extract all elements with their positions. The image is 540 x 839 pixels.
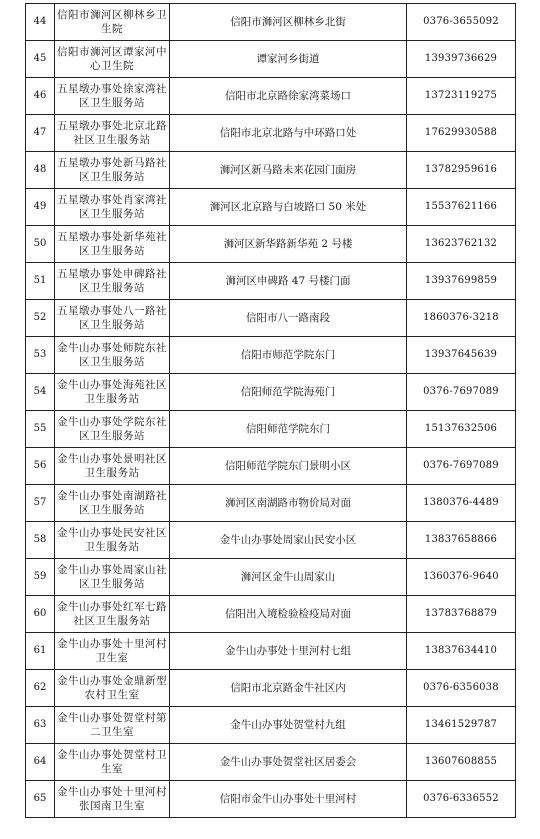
institution-name-cell: 金牛山办事处学院东社区卫生服务站 <box>55 411 170 448</box>
row-number-cell: 49 <box>26 189 55 226</box>
phone-cell: 13723119275 <box>407 78 516 115</box>
institution-table <box>25 3 516 818</box>
row-number-cell: 45 <box>26 41 55 78</box>
institution-name-cell: 五星墩办事处八一路社区卫生服务站 <box>55 300 170 337</box>
row-number-cell: 54 <box>26 374 55 411</box>
row-number-cell: 61 <box>26 633 55 670</box>
phone-cell: 13939736629 <box>407 41 516 78</box>
institution-name-cell: 金牛山办事处贺堂村第二卫生室 <box>55 707 170 744</box>
address-cell: 信阳市八一路南段 <box>170 300 407 337</box>
address-cell: 浉河区新华路新华苑 2 号楼 <box>170 226 407 263</box>
row-number-cell: 56 <box>26 448 55 485</box>
institution-name-cell: 五星墩办事处肖家湾社区卫生服务站 <box>55 189 170 226</box>
institution-name-cell: 五星墩办事处新华苑社区卫生服务站 <box>55 226 170 263</box>
institution-name-cell: 金牛山办事处十里河村卫生室 <box>55 633 170 670</box>
address-cell: 信阳师范学院海苑门 <box>170 374 407 411</box>
table-row <box>26 4 516 41</box>
table-row <box>26 115 516 152</box>
row-number-cell: 63 <box>26 707 55 744</box>
institution-name-cell: 金牛山办事处贺堂村卫生室 <box>55 744 170 781</box>
table-row <box>26 411 516 448</box>
table-row <box>26 559 516 596</box>
institution-name-cell: 金牛山办事处海苑社区卫生服务站 <box>55 374 170 411</box>
phone-cell: 0376-6356038 <box>407 670 516 707</box>
phone-cell: 13623762132 <box>407 226 516 263</box>
address-cell: 浉河区北京路与白坡路口 50 米处 <box>170 189 407 226</box>
row-number-cell: 44 <box>26 4 55 41</box>
table-row <box>26 189 516 226</box>
institution-name-cell: 五星墩办事处北京北路社区卫生服务站 <box>55 115 170 152</box>
table-row <box>26 78 516 115</box>
row-number-cell: 64 <box>26 744 55 781</box>
table-row <box>26 41 516 78</box>
phone-cell: 15537621166 <box>407 189 516 226</box>
institution-name-cell: 信阳市浉河区谭家河中心卫生院 <box>55 41 170 78</box>
phone-cell: 1380376-4489 <box>407 485 516 522</box>
address-cell: 信阳出入境检验检疫局对面 <box>170 596 407 633</box>
row-number-cell: 48 <box>26 152 55 189</box>
phone-cell: 1360376-9640 <box>407 559 516 596</box>
address-cell: 信阳市浉河区柳林乡北街 <box>170 4 407 41</box>
phone-cell: 13783768879 <box>407 596 516 633</box>
table-row <box>26 337 516 374</box>
address-cell: 信阳市北京路金牛社区内 <box>170 670 407 707</box>
address-cell: 金牛山办事处十里河村七组 <box>170 633 407 670</box>
address-cell: 金牛山办事处周家山民安小区 <box>170 522 407 559</box>
table-row <box>26 300 516 337</box>
row-number-cell: 46 <box>26 78 55 115</box>
address-cell: 金牛山办事处贺堂村九组 <box>170 707 407 744</box>
row-number-cell: 59 <box>26 559 55 596</box>
address-cell: 浉河区金牛山周家山 <box>170 559 407 596</box>
table-row <box>26 633 516 670</box>
row-number-cell: 52 <box>26 300 55 337</box>
table-row <box>26 448 516 485</box>
table-body <box>26 4 516 818</box>
table-row <box>26 744 516 781</box>
address-cell: 信阳市师范学院东门 <box>170 337 407 374</box>
table-row <box>26 374 516 411</box>
table-row <box>26 707 516 744</box>
institution-name-cell: 金牛山办事处南湖路社区卫生服务站 <box>55 485 170 522</box>
institution-name-cell: 金牛山办事处金鼎新型农村卫生室 <box>55 670 170 707</box>
phone-cell: 0376-7697089 <box>407 448 516 485</box>
institution-name-cell: 信阳市浉河区柳林乡卫生院 <box>55 4 170 41</box>
institution-table-container <box>25 3 513 818</box>
phone-cell: 13782959616 <box>407 152 516 189</box>
table-row <box>26 522 516 559</box>
phone-cell: 13937699859 <box>407 263 516 300</box>
institution-name-cell: 金牛山办事处民安社区卫生服务站 <box>55 522 170 559</box>
row-number-cell: 51 <box>26 263 55 300</box>
address-cell: 信阳市金牛山办事处十里河村 <box>170 781 407 818</box>
phone-cell: 0376-7697089 <box>407 374 516 411</box>
address-cell: 金牛山办事处贺堂社区居委会 <box>170 744 407 781</box>
institution-name-cell: 五星墩办事处申碑路社区卫生服务站 <box>55 263 170 300</box>
phone-cell: 13461529787 <box>407 707 516 744</box>
address-cell: 浉河区新马路未来花园门面房 <box>170 152 407 189</box>
address-cell: 浉河区南湖路市物价局对面 <box>170 485 407 522</box>
table-row <box>26 485 516 522</box>
institution-name-cell: 五星墩办事处徐家湾社区卫生服务站 <box>55 78 170 115</box>
address-cell: 信阳师范学院东门 <box>170 411 407 448</box>
row-number-cell: 65 <box>26 781 55 818</box>
institution-name-cell: 金牛山办事处红军七路社区卫生服务站 <box>55 596 170 633</box>
institution-name-cell: 金牛山办事处十里河村张国南卫生室 <box>55 781 170 818</box>
table-row <box>26 781 516 818</box>
table-row <box>26 152 516 189</box>
institution-name-cell: 金牛山办事处景明社区卫生服务站 <box>55 448 170 485</box>
row-number-cell: 57 <box>26 485 55 522</box>
phone-cell: 13837658866 <box>407 522 516 559</box>
row-number-cell: 58 <box>26 522 55 559</box>
phone-cell: 0376-6336552 <box>407 781 516 818</box>
address-cell: 谭家河乡街道 <box>170 41 407 78</box>
row-number-cell: 60 <box>26 596 55 633</box>
phone-cell: 13607608855 <box>407 744 516 781</box>
table-row <box>26 670 516 707</box>
row-number-cell: 47 <box>26 115 55 152</box>
table-row <box>26 226 516 263</box>
row-number-cell: 53 <box>26 337 55 374</box>
table-row <box>26 596 516 633</box>
phone-cell: 13837634410 <box>407 633 516 670</box>
row-number-cell: 62 <box>26 670 55 707</box>
institution-name-cell: 五星墩办事处新马路社区卫生服务站 <box>55 152 170 189</box>
row-number-cell: 55 <box>26 411 55 448</box>
phone-cell: 17629930588 <box>407 115 516 152</box>
address-cell: 信阳师范学院东门景明小区 <box>170 448 407 485</box>
institution-name-cell: 金牛山办事处师院东社区卫生服务站 <box>55 337 170 374</box>
row-number-cell: 50 <box>26 226 55 263</box>
phone-cell: 15137632506 <box>407 411 516 448</box>
address-cell: 信阳市北京路徐家湾菜场口 <box>170 78 407 115</box>
address-cell: 信阳市北京北路与中环路口处 <box>170 115 407 152</box>
address-cell: 浉河区申碑路 47 号楼门面 <box>170 263 407 300</box>
institution-name-cell: 金牛山办事处周家山社区卫生服务站 <box>55 559 170 596</box>
phone-cell: 1860376-3218 <box>407 300 516 337</box>
phone-cell: 0376-3655092 <box>407 4 516 41</box>
table-row <box>26 263 516 300</box>
phone-cell: 13937645639 <box>407 337 516 374</box>
